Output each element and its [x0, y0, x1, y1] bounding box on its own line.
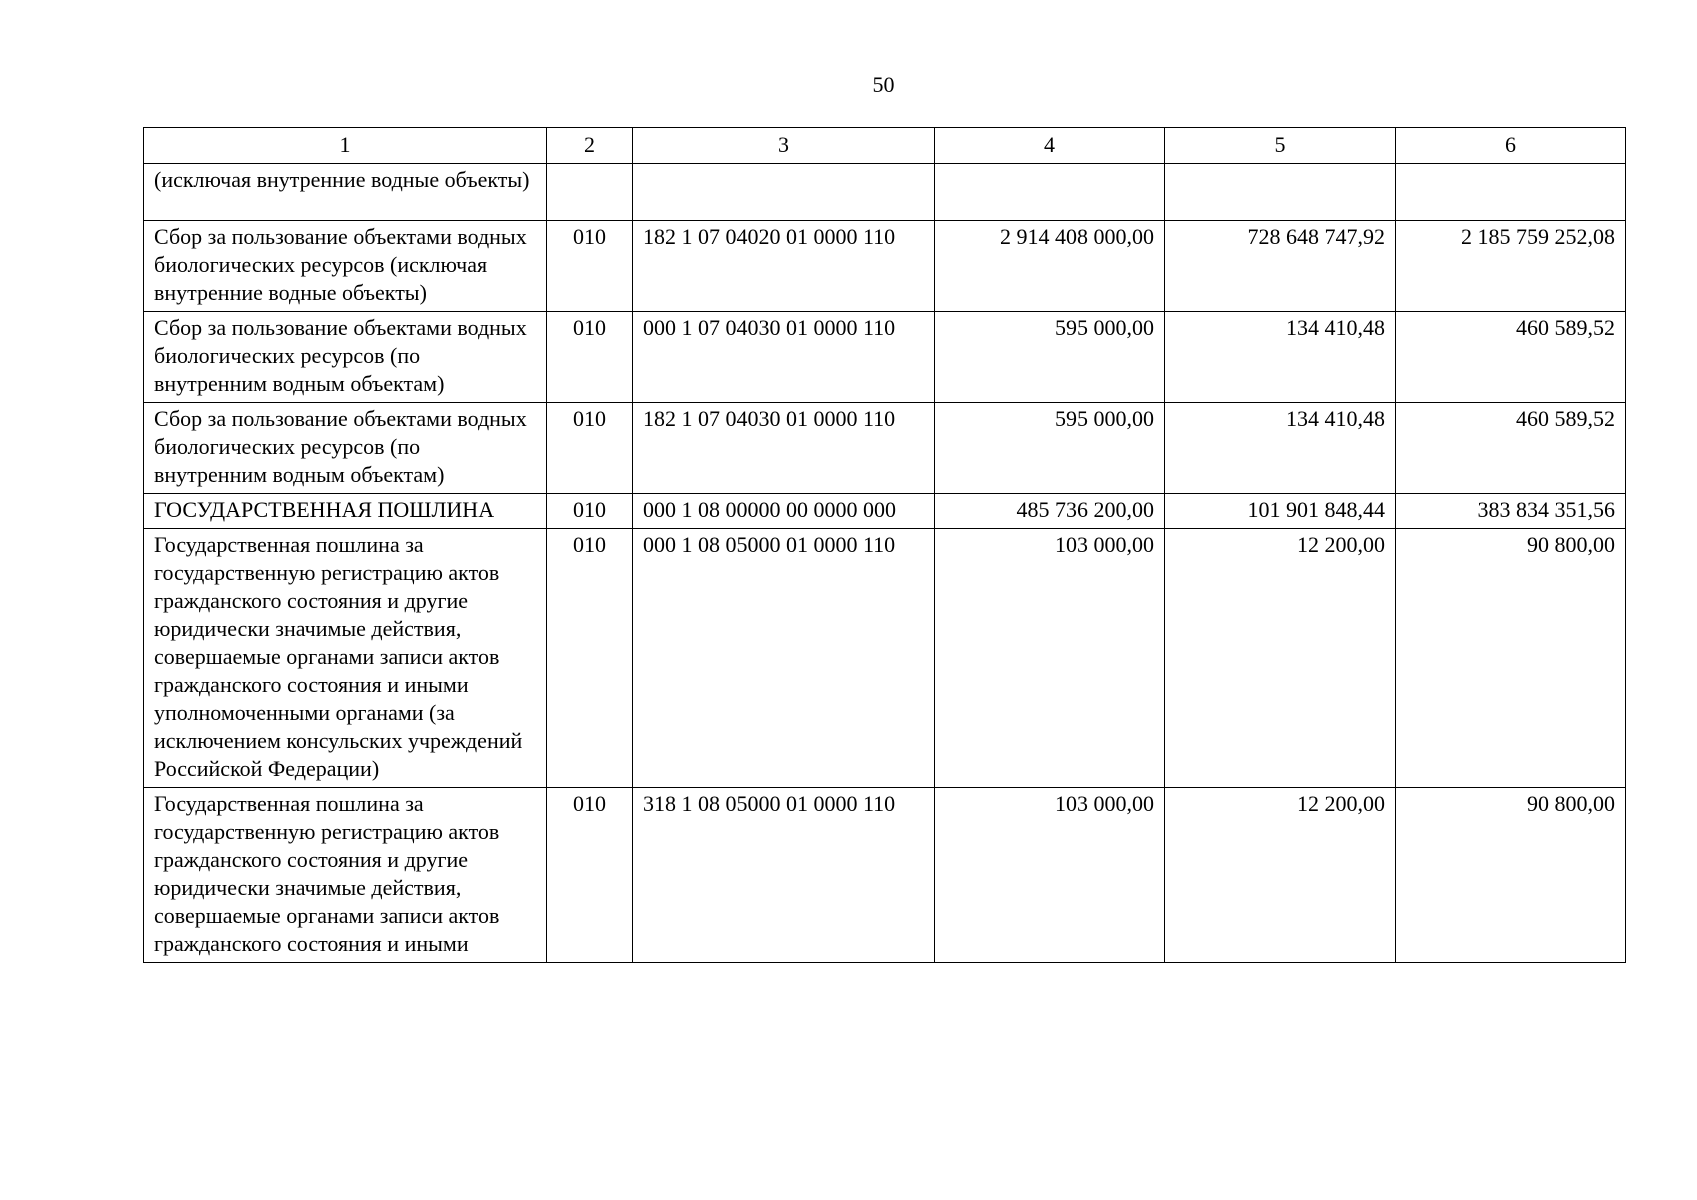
- row-col4: [935, 164, 1165, 221]
- row-kbk: 182 1 07 04030 01 0000 110: [633, 403, 935, 494]
- column-header-6: 6: [1396, 128, 1626, 164]
- row-col4: 2 914 408 000,00: [935, 221, 1165, 312]
- row-kbk: 182 1 07 04020 01 0000 110: [633, 221, 935, 312]
- row-name: ГОСУДАРСТВЕННАЯ ПОШЛИНА: [144, 494, 547, 529]
- row-code: 010: [547, 403, 633, 494]
- row-col5: 12 200,00: [1165, 788, 1396, 963]
- table-row: [144, 788, 1626, 963]
- column-header-3: 3: [633, 128, 935, 164]
- row-col4: 103 000,00: [935, 529, 1165, 788]
- row-name: Сбор за пользование объектами водных биологических ресурсов (исключая внутренние водные объекты): [144, 221, 547, 312]
- row-col4: 595 000,00: [935, 403, 1165, 494]
- row-code: [547, 164, 633, 221]
- row-kbk: 000 1 08 05000 01 0000 110: [633, 529, 935, 788]
- row-name: Сбор за пользование объектами водных биологических ресурсов (по внутренним водным объектам): [144, 312, 547, 403]
- row-name: Государственная пошлина за государственную регистрацию актов гражданского состояния и другие юридически значимые действия, совершаемые органами записи актов гражданского состояния и иными: [144, 788, 547, 963]
- column-header-4: 4: [935, 128, 1165, 164]
- row-code: 010: [547, 312, 633, 403]
- row-col6: 383 834 351,56: [1396, 494, 1626, 529]
- row-kbk: 000 1 08 00000 00 0000 000: [633, 494, 935, 529]
- row-name: Государственная пошлина за государственную регистрацию актов гражданского состояния и другие юридически значимые действия, совершаемые органами записи актов гражданского состояния и иными уполномоченными органами (за исключением консульских учреждений Российской Федерации): [144, 529, 547, 788]
- row-code: 010: [547, 788, 633, 963]
- row-col4: 485 736 200,00: [935, 494, 1165, 529]
- row-col6: 2 185 759 252,08: [1396, 221, 1626, 312]
- row-name: (исключая внутренние водные объекты): [144, 164, 547, 221]
- table-row: [144, 529, 1626, 788]
- row-col6: 90 800,00: [1396, 788, 1626, 963]
- row-col5: 134 410,48: [1165, 312, 1396, 403]
- table-row: [144, 494, 1626, 529]
- row-code: 010: [547, 221, 633, 312]
- row-col4: 103 000,00: [935, 788, 1165, 963]
- page-number: 50: [872, 72, 895, 97]
- table-row: [144, 221, 1626, 312]
- row-col5: 134 410,48: [1165, 403, 1396, 494]
- header-row: [144, 128, 1626, 164]
- row-kbk: 000 1 07 04030 01 0000 110: [633, 312, 935, 403]
- row-col6: [1396, 164, 1626, 221]
- row-code: 010: [547, 494, 633, 529]
- row-name: Сбор за пользование объектами водных биологических ресурсов (по внутренним водным объектам): [144, 403, 547, 494]
- row-col4: 595 000,00: [935, 312, 1165, 403]
- column-header-5: 5: [1165, 128, 1396, 164]
- table-row: [144, 164, 1626, 221]
- row-code: 010: [547, 529, 633, 788]
- row-kbk: [633, 164, 935, 221]
- table-row: [144, 403, 1626, 494]
- row-col5: 728 648 747,92: [1165, 221, 1396, 312]
- row-col5: [1165, 164, 1396, 221]
- table-row: [144, 312, 1626, 403]
- row-col6: 460 589,52: [1396, 403, 1626, 494]
- budget-table: [143, 127, 1626, 963]
- column-header-1: 1: [144, 128, 547, 164]
- row-col5: 101 901 848,44: [1165, 494, 1396, 529]
- row-col6: 460 589,52: [1396, 312, 1626, 403]
- row-col5: 12 200,00: [1165, 529, 1396, 788]
- column-header-2: 2: [547, 128, 633, 164]
- row-kbk: 318 1 08 05000 01 0000 110: [633, 788, 935, 963]
- row-col6: 90 800,00: [1396, 529, 1626, 788]
